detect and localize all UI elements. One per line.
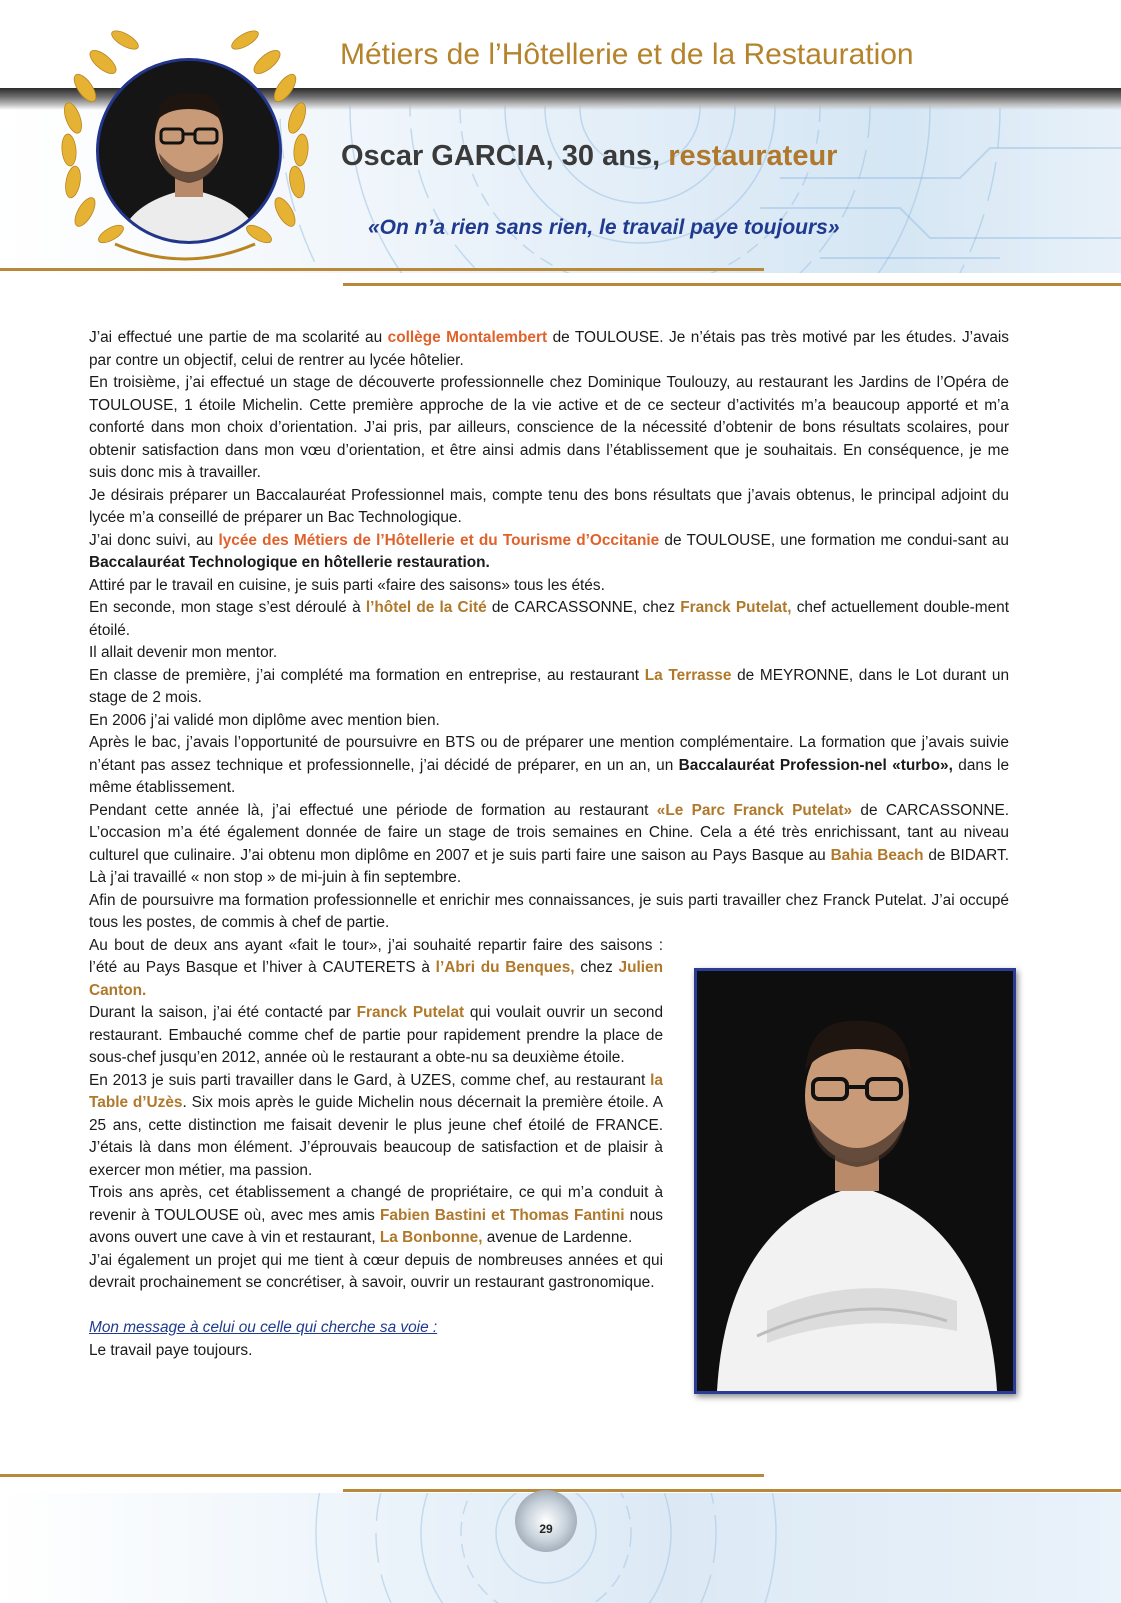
- footer-divider-left: [0, 1474, 764, 1477]
- paragraph: Durant la saison, j’ai été contacté par Franck Putelat qui voulait ouvrir un second restaurant. Embauché comme chef de partie pour rapidement prendre la place de sous-chef jusqu’en 2012, année où le restaurant a obte-nu sa deuxième étoile.: [89, 1004, 664, 1066]
- highlight-person: Fabien Bastini et Thomas Fantini: [380, 1206, 625, 1224]
- message-text: Le travail paye toujours.: [89, 1341, 253, 1359]
- paragraph: Pendant cette année là, j’ai effectué une période de formation au restaurant «Le Parc Franck Putelat» de CARCASSONNE. L’occasion m’a été également donnée de faire un stage de trois semaines en Chine. Cela a été très enrichissant, tant au niveau culturel que culinaire. J’ai obtenu mon diplôme en 2007 et je suis parti faire une saison au Pays Basque au Bahia Beach de BIDART. Là j’ai travaillé « non stop » de mi-juin à fin septembre.: [89, 801, 1009, 886]
- highlight-place: «Le Parc Franck Putelat»: [656, 801, 853, 819]
- highlight-school: collège Montalembert: [387, 329, 548, 346]
- paragraph: En 2006 j’ai validé mon diplôme avec mention bien.: [89, 711, 440, 729]
- page-number-badge: [515, 1490, 577, 1552]
- wrapped-column: [89, 935, 663, 1363]
- highlight-person: Julien Canton.: [89, 959, 663, 999]
- paragraph: Attiré par le travail en cuisine, je suis parti «faire des saisons» tous les étés.: [89, 576, 605, 594]
- paragraph: Je désirais préparer un Baccalauréat Professionnel mais, compte tenu des bons résultats que j’avais obtenus, le principal adjoint du lycée m’a conseillé de préparer un Bac Technologique.: [89, 486, 1009, 526]
- paragraph: En troisième, j’ai effectué un stage de découverte professionnelle chez Dominique Toulouzy, au restaurant les Jardins de l’Opéra de TOULOUSE, 1 étoile Michelin. Cette première approche de la vie active et de ce secteur d’activités m’a beaucoup apporté et m’a conforté dans mon choix d’orientation. J’ai pris, par ailleurs, conscience de la nécessité d’obtenir de bons résultats scolaires, pour obtenir satisfaction dans mon vœu d’orientation, et être ainsi admis dans l’établissement que je souhaitais. En conséquence, je me suis donc mis à travailler.: [89, 374, 1009, 481]
- message-label-line: [89, 1317, 663, 1340]
- footer-divider-right: [343, 1489, 1121, 1492]
- paragraph: Au bout de deux ans ayant «fait le tour», j’ai souhaité repartir faire des saisons : l’été au Pays Basque et l’hiver à CAUTERETS à l’Abri du Benques, chez Julien Canton.: [89, 936, 663, 999]
- paragraph: Il allait devenir mon mentor.: [89, 644, 278, 661]
- highlight-lycee: lycée des Métiers de l’Hôtellerie et du Tourisme d’Occitanie: [218, 531, 660, 549]
- paragraph: En seconde, mon stage s’est déroulé à l’hôtel de la Cité de CARCASSONNE, chez Franck Putelat, chef actuellement double-ment étoilé.: [89, 599, 1010, 639]
- highlight-place: l’hôtel de la Cité: [365, 599, 487, 616]
- paragraph: J’ai également un projet qui me tient à cœur depuis de nombreuses années et qui devrait prochainement se concrétiser, à savoir, ouvrir un restaurant gastronomique.: [89, 1251, 663, 1291]
- highlight-person: Franck Putelat: [356, 1004, 465, 1021]
- paragraph: J’ai donc suivi, au lycée des Métiers de l’Hôtellerie et du Tourisme d’Occitanie de TOULOUSE, une formation me condui-sant au Baccalauréat Technologique en hôtellerie restauration.: [89, 531, 1009, 571]
- highlight-place: l’Abri du Benques,: [435, 959, 575, 976]
- highlight-place: Bahia Beach: [830, 846, 924, 864]
- paragraph: Après le bac, j’avais l’opportunité de poursuivre en BTS ou de préparer une mention complémentaire. La formation que j’avais suivie n’étant pas assez technique et professionnelle, j’ai décidé de préparer, en un an, un Baccalauréat Profession-nel «turbo», dans le même établissement.: [89, 734, 1009, 796]
- person-icon: [99, 61, 279, 241]
- highlight-diploma: Baccalauréat Profession-nel «turbo»,: [678, 756, 953, 774]
- paragraph: Trois ans après, cet établissement a changé de propriétaire, ce qui m’a conduit à revenir à TOULOUSE où, avec mes amis Fabien Bastini et Thomas Fantini nous avons ouvert une cave à vin et restaurant, La Bonbonne, avenue de Lardenne.: [89, 1184, 664, 1246]
- portrait-photo: [96, 58, 282, 244]
- profile-title: [341, 140, 837, 173]
- profile-name: Oscar GARCIA, 30 ans,: [341, 140, 661, 172]
- paragraph: En classe de première, j’ai complété ma formation en entreprise, au restaurant La Terrasse de MEYRONNE, dans le Lot durant un stage de 2 mois.: [89, 666, 1010, 706]
- page-number: 29: [539, 1522, 553, 1536]
- series-title: Métiers de l’Hôtellerie et de la Restauration: [340, 38, 914, 71]
- highlight-person: Franck Putelat,: [680, 599, 792, 616]
- paragraph: Afin de poursuivre ma formation professionnelle et enrichir mes connaissances, je suis parti travailler chez Franck Putelat. J’ai occupé tous les postes, de commis à chef de partie.: [89, 891, 1009, 931]
- person-icon: [697, 971, 1013, 1391]
- header-divider-left: [0, 268, 764, 271]
- highlight-place: la Table d’Uzès: [89, 1071, 663, 1111]
- header-divider-right: [343, 283, 1121, 286]
- paragraph: J’ai effectué une partie de ma scolarité au collège Montalembert de TOULOUSE. Je n’étais pas très motivé par les études. J’avais par contre un objectif, celui de rentrer au lycée hôtelier.: [89, 329, 1010, 369]
- quote: «On n’a rien sans rien, le travail paye toujours»: [368, 216, 840, 239]
- highlight-place: La Terrasse: [644, 666, 732, 684]
- message-label: Mon message à celui ou celle qui cherche sa voie :: [89, 1319, 438, 1336]
- chef-photo: [694, 968, 1016, 1394]
- profile-role: restaurateur: [668, 140, 838, 172]
- highlight-place: La Bonbonne,: [379, 1229, 483, 1246]
- highlight-diploma: Baccalauréat Technologique en hôtellerie restauration.: [89, 554, 490, 571]
- paragraph: En 2013 je suis parti travailler dans le Gard, à UZES, comme chef, au restaurant la Table d’Uzès. Six mois après le guide Michelin nous décernait la première étoile. A 25 ans, cette distinction me faisait devenir le plus jeune chef étoilé de FRANCE. J’étais là dans mon élément. J’éprouvais beaucoup de satisfaction et de plaisir à exercer mon métier, ma passion.: [89, 1071, 664, 1179]
